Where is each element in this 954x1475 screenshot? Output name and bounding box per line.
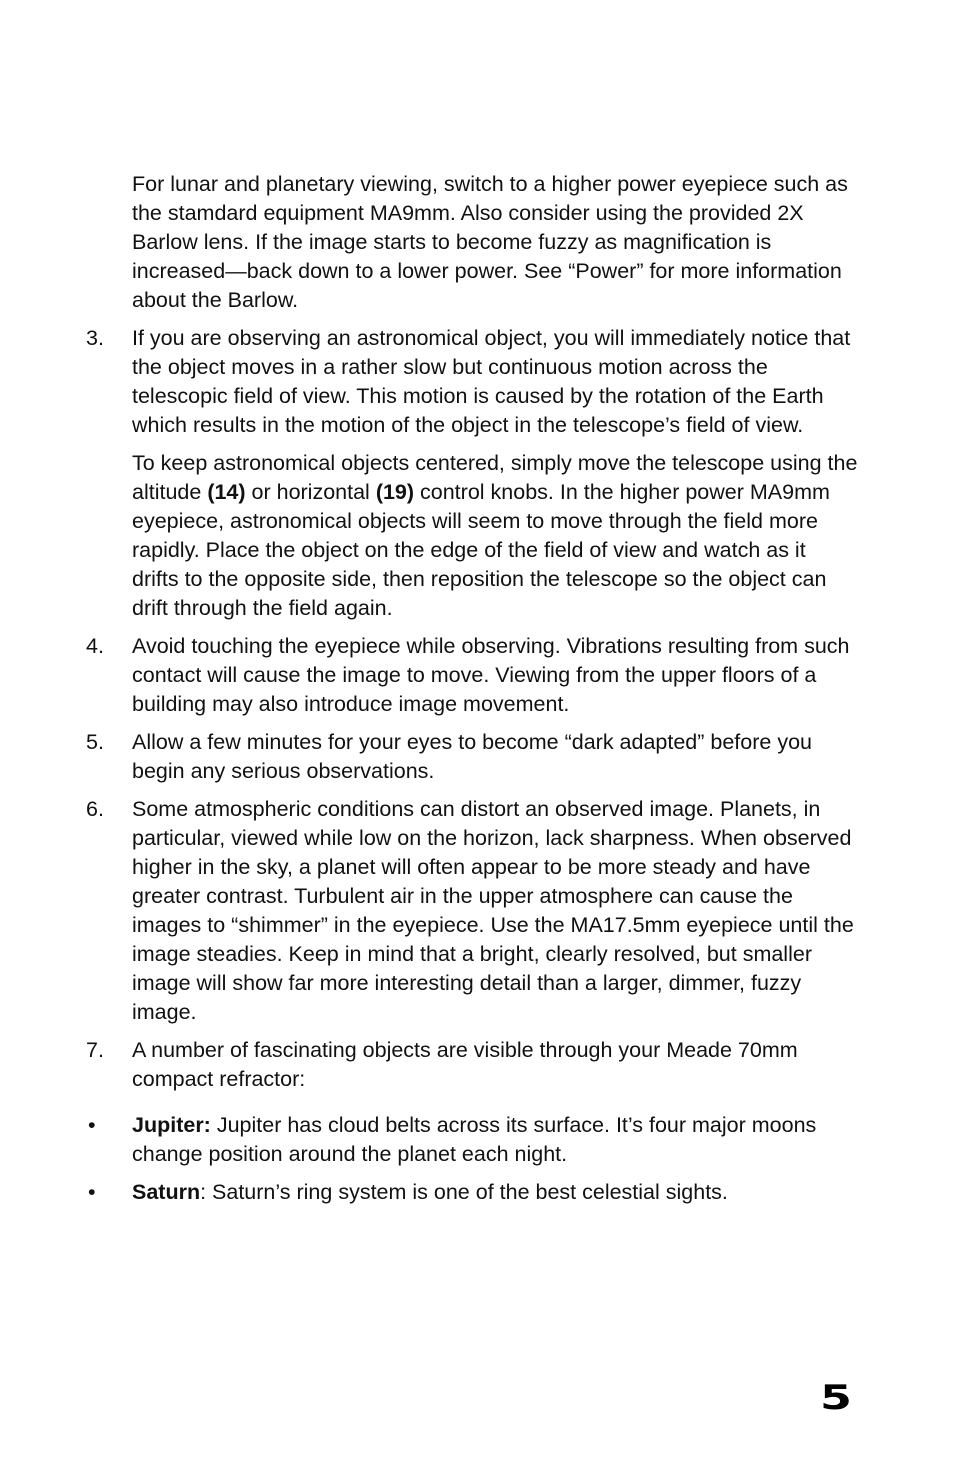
bullet-marker: • [88, 1180, 96, 1204]
list-item-text: If you are observing an astronomical object, you will immediately notice that the object moves in a rather slow but continuous motion across the telescopic field of view. This motion is caused by the rotation of the Earth which results in the motion of the object in the telescope’s field of view. [132, 326, 851, 437]
item-3-continuation-paragraph [132, 449, 858, 623]
continuation-text: or horizontal [245, 480, 376, 504]
list-number: 4. [86, 634, 104, 658]
list-number: 7. [86, 1038, 104, 1062]
objects-bullet-list [86, 1111, 858, 1207]
page-content [86, 170, 858, 1216]
list-item-5 [86, 728, 858, 786]
horizontal-knob-reference: (19) [375, 480, 415, 504]
list-number: 6. [86, 797, 104, 821]
bullet-marker: • [88, 1113, 96, 1137]
list-item-text: Allow a few minutes for your eyes to become “dark adapted” before you begin any serious observations. [132, 730, 812, 783]
list-item-text: A number of fascinating objects are visible through your Meade 70mm compact refractor: [132, 1038, 798, 1091]
continuation-text: To keep astronomical objects centered, simply move the telescope using the altitude [132, 451, 858, 504]
continuation-text: control knobs. In the higher power MA9mm eyepiece, astronomical objects will seem to move through the field more rapidly. Place the object on the edge of the field of view and watch as it drifts to the opposite side, then reposition the telescope so the object can drift through the field again. [132, 480, 830, 620]
page-number: 5 [820, 1378, 852, 1418]
list-item-3 [86, 324, 858, 440]
list-item-text: Some atmospheric conditions can distort an observed image. Planets, in particular, viewed while low on the horizon, lack sharpness. When observed higher in the sky, a planet will often appear to be more steady and have greater contrast. Turbulent air in the upper atmosphere can cause the images to “shimmer” in the eyepiece. Use the MA17.5mm eyepiece until the image steadies. Keep in mind that a bright, clearly resolved, but smaller image will show far more interesting detail than a larger, dimmer, fuzzy image. [132, 797, 854, 1024]
list-item-6 [86, 795, 858, 1027]
intro-paragraph: For lunar and planetary viewing, switch to a higher power eyepiece such as the stamdard equipment MA9mm. Also consider using the provided 2X Barlow lens. If the image starts to become fuzzy as magnification is increased—back down to a lower power. See “Power” for more information about the Barlow. [132, 172, 848, 312]
bullet-item-jupiter [86, 1111, 858, 1169]
bullet-term: Jupiter: [132, 1113, 211, 1137]
list-number: 3. [86, 326, 104, 350]
list-number: 5. [86, 730, 104, 754]
list-item-7 [86, 1036, 858, 1094]
bullet-item-saturn [86, 1178, 858, 1207]
list-item-text: Avoid touching the eyepiece while observing. Vibrations resulting from such contact will cause the image to move. Viewing from the upper floors of a building may also introduce image movement. [132, 634, 850, 716]
list-item-4 [86, 632, 858, 719]
bullet-text: Jupiter has cloud belts across its surface. It’s four major moons change position around the planet each night. [132, 1113, 817, 1166]
bullet-term: Saturn [132, 1180, 201, 1204]
bullet-text: : Saturn’s ring system is one of the best celestial sights. [200, 1180, 728, 1204]
altitude-knob-reference: (14) [207, 480, 246, 504]
